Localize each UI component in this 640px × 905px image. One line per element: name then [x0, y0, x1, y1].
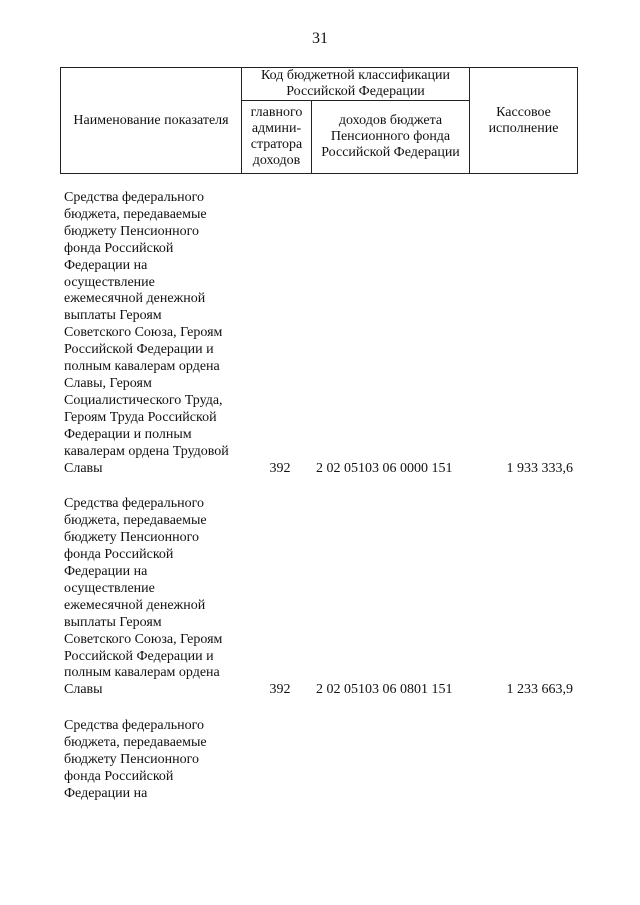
row-amount: 1 233 663,9: [506, 682, 573, 698]
table-body: [64, 190, 584, 822]
header-execution-column: Кассовое исполнение: [470, 68, 578, 174]
header-admin-column: главного админи-стратора доходов: [242, 101, 312, 174]
table-row: [64, 496, 584, 699]
row-admin-code: 392: [269, 460, 291, 476]
table-row: [64, 718, 584, 803]
row-income-code: 2 02 05103 06 0801 151: [316, 682, 453, 698]
header-income-column: доходов бюджета Пенсионного фонда Российской Федерации: [312, 101, 470, 174]
table-row: [64, 190, 584, 477]
row-indicator-name: Средства федерального бюджета, передаваемые бюджету Пенсионного фонда Российской Федерации на осуществление ежемесячной денежной выплаты Героям Советского Союза, Героям Российской Федерации и полным кавалерам ордена Славы, Героям Социалистического Труда, Героям Труда Российской Федерации и полным кавалерам ордена Трудовой Славы: [64, 190, 229, 476]
page-number: 31: [312, 30, 328, 47]
row-indicator-name: Средства федерального бюджета, передаваемые бюджету Пенсионного фонда Российской Федерации на: [64, 718, 207, 801]
header-budget-code-group: Код бюджетной классификации Российской Федерации: [242, 68, 470, 101]
row-amount: 1 933 333,6: [506, 460, 573, 476]
row-indicator-name: Средства федерального бюджета, передаваемые бюджету Пенсионного фонда Российской Федерации на осуществление ежемесячной денежной выплаты Героям Советского Союза, Героям Российской Федерации и полным кавалерам ордена Славы: [64, 496, 223, 698]
row-admin-code: 392: [269, 682, 291, 698]
header-name-column: Наименование показателя: [61, 68, 242, 174]
row-income-code: 2 02 05103 06 0000 151: [316, 460, 453, 476]
table-header: [60, 67, 578, 174]
